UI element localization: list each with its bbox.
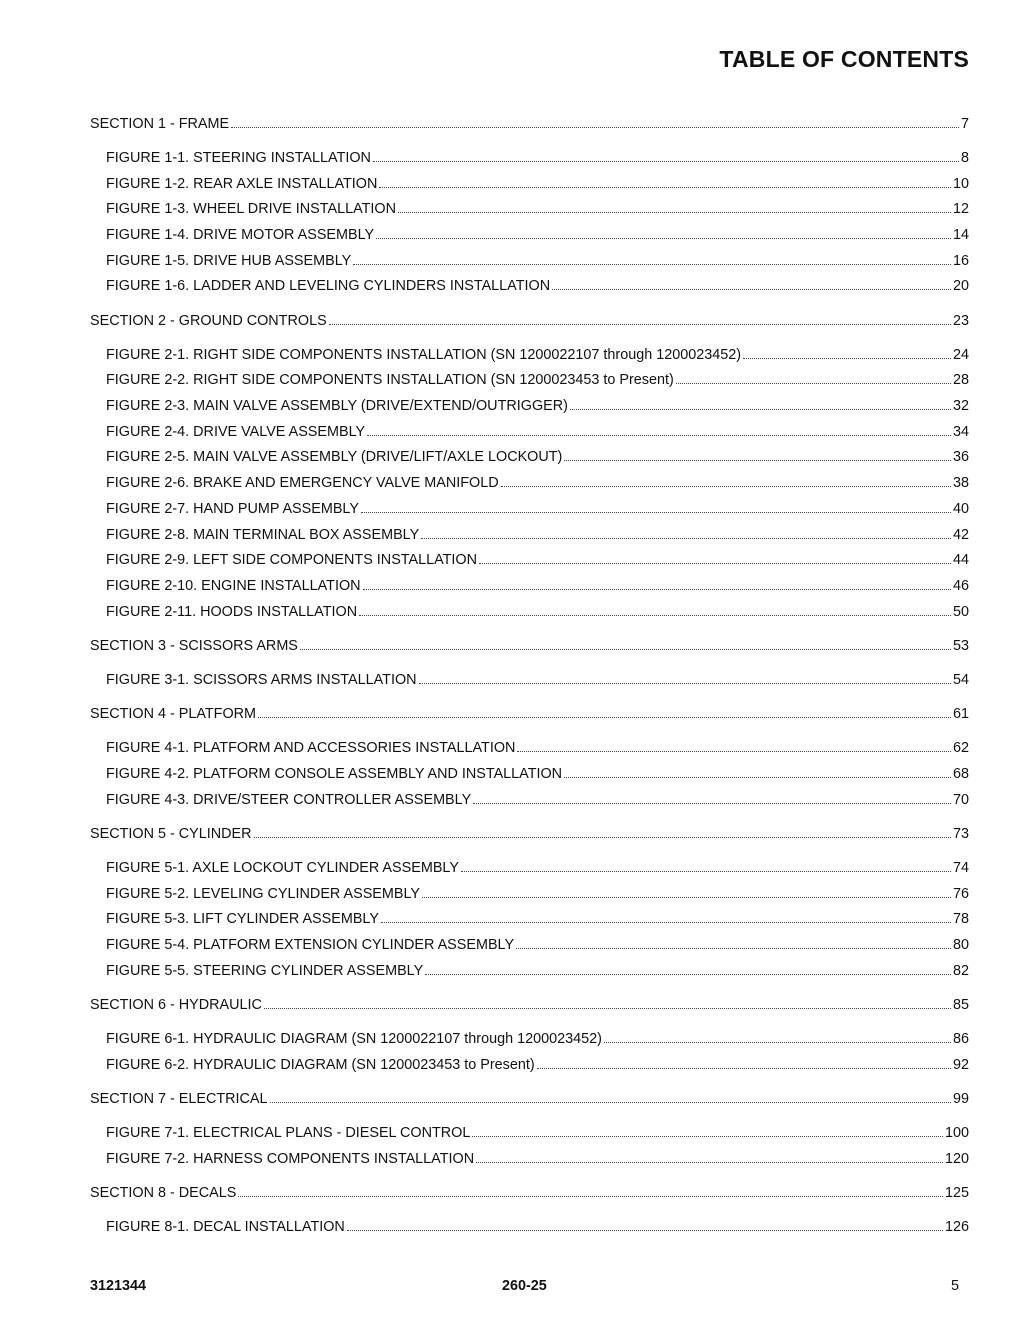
dot-leader: [564, 776, 951, 778]
toc-figure-entry[interactable]: [90, 269, 969, 295]
toc-entry-page: 40: [952, 500, 969, 517]
dot-leader: [461, 870, 951, 872]
toc-entry-label: FIGURE 1-3. WHEEL DRIVE INSTALLATION: [106, 201, 396, 218]
toc-entry-label: FIGURE 2-6. BRAKE AND EMERGENCY VALVE MANIFOLD: [106, 475, 499, 492]
toc-figure-entry[interactable]: [90, 543, 969, 569]
toc-entry-page: 34: [952, 423, 969, 440]
toc-section-entry[interactable]: [90, 987, 969, 1013]
toc-entry-label: SECTION 8 - DECALS: [90, 1185, 237, 1202]
toc-entry-label: FIGURE 1-5. DRIVE HUB ASSEMBLY: [106, 252, 352, 269]
toc-figure-entry[interactable]: [90, 1141, 969, 1167]
dot-leader: [373, 160, 959, 162]
toc-entry-page: 12: [952, 201, 969, 218]
toc-entry-page: 120: [944, 1150, 969, 1167]
toc-entry-page: 74: [952, 860, 969, 877]
dot-leader: [231, 126, 959, 128]
toc-figure-entry[interactable]: [90, 337, 969, 363]
toc-entry-label: FIGURE 1-4. DRIVE MOTOR ASSEMBLY: [106, 226, 375, 243]
toc-entry-page: 54: [952, 671, 969, 688]
dot-leader: [347, 1229, 943, 1231]
dot-leader: [300, 648, 951, 650]
toc-section-entry[interactable]: [90, 816, 969, 842]
toc-figure-entry[interactable]: [90, 782, 969, 808]
toc-entry-page: 76: [952, 885, 969, 902]
dot-leader: [473, 802, 951, 804]
dot-leader: [476, 1161, 943, 1163]
toc-entry-label: FIGURE 2-10. ENGINE INSTALLATION: [106, 577, 361, 594]
toc-entry-label: FIGURE 2-3. MAIN VALVE ASSEMBLY (DRIVE/EXTEND/OUTRIGGER): [106, 398, 568, 415]
toc-entry-page: 78: [952, 911, 969, 928]
toc-entry-label: SECTION 5 - CYLINDER: [90, 825, 252, 842]
dot-leader: [329, 323, 951, 325]
toc-entry-label: SECTION 1 - FRAME: [90, 115, 230, 132]
toc-figure-entry[interactable]: [90, 243, 969, 269]
toc-figure-entry[interactable]: [90, 902, 969, 928]
toc-figure-entry[interactable]: [90, 414, 969, 440]
toc-entry-page: 46: [952, 577, 969, 594]
toc-section-entry[interactable]: [90, 628, 969, 654]
toc-entry-label: FIGURE 8-1. DECAL INSTALLATION: [106, 1219, 345, 1236]
toc-entry-page: 68: [952, 766, 969, 782]
toc-figure-entry[interactable]: [90, 465, 969, 491]
toc-entry-page: 85: [952, 997, 969, 1013]
toc-entry-page: 20: [952, 278, 969, 295]
toc-entry-page: 125: [944, 1185, 969, 1202]
toc-entry-label: FIGURE 2-2. RIGHT SIDE COMPONENTS INSTALLATION (SN 1200023453 to Present): [106, 372, 674, 389]
toc-entry-label: FIGURE 1-2. REAR AXLE INSTALLATION: [106, 175, 378, 192]
toc-entry-label: FIGURE 1-1. STEERING INSTALLATION: [106, 149, 371, 166]
toc-entry-page: 73: [952, 825, 969, 842]
dot-leader: [238, 1195, 943, 1197]
document-number: 3121344: [90, 1278, 147, 1294]
toc-entry-page: 14: [952, 226, 969, 243]
toc-entry-label: FIGURE 2-5. MAIN VALVE ASSEMBLY (DRIVE/LIFT/AXLE LOCKOUT): [106, 449, 563, 466]
toc-entry-page: 36: [952, 449, 969, 466]
toc-entry-page: 38: [952, 475, 969, 492]
toc-figure-entry[interactable]: [90, 850, 969, 876]
toc-entry-label: FIGURE 7-2. HARNESS COMPONENTS INSTALLATION: [106, 1150, 475, 1167]
dot-leader: [398, 211, 951, 213]
toc-entry-label: SECTION 3 - SCISSORS ARMS: [90, 637, 298, 654]
dot-leader: [516, 947, 951, 949]
dot-leader: [676, 382, 951, 384]
toc-entry-page: 53: [952, 637, 969, 654]
toc-entry-page: 62: [952, 740, 969, 757]
dot-leader: [270, 1101, 951, 1103]
toc-entry-page: 23: [952, 312, 969, 329]
toc-entry-label: FIGURE 3-1. SCISSORS ARMS INSTALLATION: [106, 671, 417, 688]
dot-leader: [422, 896, 951, 898]
toc-entry-page: 70: [952, 791, 969, 808]
toc-figure-entry[interactable]: [90, 876, 969, 902]
page-footer: [90, 1278, 959, 1296]
dot-leader: [743, 357, 951, 359]
table-of-contents: [90, 106, 969, 1235]
dot-leader: [367, 434, 951, 436]
toc-entry-label: FIGURE 2-9. LEFT SIDE COMPONENTS INSTALLATION: [106, 552, 478, 569]
page-title: TABLE OF CONTENTS: [719, 46, 969, 72]
dot-leader: [425, 973, 951, 975]
dot-leader: [254, 836, 951, 838]
toc-figure-entry[interactable]: [90, 140, 969, 166]
toc-figure-entry[interactable]: [90, 1116, 969, 1142]
toc-entry-page: 92: [952, 1056, 969, 1073]
toc-figure-entry[interactable]: [90, 568, 969, 594]
toc-entry-label: FIGURE 5-4. PLATFORM EXTENSION CYLINDER ASSEMBLY: [106, 937, 515, 954]
toc-entry-page: 86: [952, 1031, 969, 1048]
toc-entry-label: FIGURE 2-11. HOODS INSTALLATION: [106, 603, 358, 620]
dot-leader: [353, 263, 951, 265]
toc-entry-page: 126: [944, 1219, 969, 1236]
toc-section-entry[interactable]: [90, 1175, 969, 1201]
toc-entry-label: FIGURE 1-6. LADDER AND LEVELING CYLINDERS INSTALLATION: [106, 278, 551, 295]
toc-entry-label: SECTION 2 - GROUND CONTROLS: [90, 312, 327, 329]
toc-entry-label: FIGURE 6-1. HYDRAULIC DIAGRAM (SN 1200022107 through 1200023452): [106, 1031, 602, 1048]
toc-entry-page: 16: [952, 252, 969, 269]
dot-leader: [361, 511, 951, 513]
toc-figure-entry[interactable]: [90, 217, 969, 243]
dot-leader: [564, 459, 951, 461]
toc-entry-label: FIGURE 4-2. PLATFORM CONSOLE ASSEMBLY AND INSTALLATION: [106, 766, 563, 782]
dot-leader: [419, 682, 951, 684]
toc-entry-label: FIGURE 6-2. HYDRAULIC DIAGRAM (SN 1200023453 to Present): [106, 1056, 535, 1073]
toc-entry-page: 8: [960, 149, 969, 166]
toc-figure-entry[interactable]: [90, 594, 969, 620]
toc-entry-label: SECTION 6 - HYDRAULIC: [90, 997, 262, 1013]
toc-figure-entry[interactable]: [90, 491, 969, 517]
dot-leader: [359, 614, 951, 616]
dot-leader: [421, 537, 951, 539]
toc-entry-label: FIGURE 4-3. DRIVE/STEER CONTROLLER ASSEMBLY: [106, 791, 472, 808]
toc-entry-label: FIGURE 2-7. HAND PUMP ASSEMBLY: [106, 500, 359, 517]
toc-entry-page: 32: [952, 398, 969, 415]
toc-entry-label: FIGURE 2-8. MAIN TERMINAL BOX ASSEMBLY: [106, 526, 420, 543]
toc-entry-page: 24: [952, 346, 969, 363]
dot-leader: [381, 921, 951, 923]
model-number: 260-25: [502, 1278, 547, 1294]
toc-figure-entry[interactable]: [90, 927, 969, 953]
toc-figure-entry[interactable]: [90, 1047, 969, 1073]
toc-entry-label: SECTION 7 - ELECTRICAL: [90, 1091, 268, 1108]
dot-leader: [472, 1135, 943, 1137]
toc-section-entry[interactable]: [90, 696, 969, 722]
toc-entry-label: FIGURE 5-1. AXLE LOCKOUT CYLINDER ASSEMBLY: [106, 860, 459, 877]
toc-figure-entry[interactable]: [90, 1210, 969, 1236]
toc-entry-page: 99: [952, 1091, 969, 1108]
toc-figure-entry[interactable]: [90, 388, 969, 414]
toc-figure-entry[interactable]: [90, 731, 969, 757]
toc-section-entry[interactable]: [90, 106, 969, 132]
toc-entry-page: 7: [960, 115, 969, 132]
toc-entry-page: 61: [952, 706, 969, 723]
toc-figure-entry[interactable]: [90, 440, 969, 466]
toc-entry-page: 100: [944, 1125, 969, 1142]
toc-entry-page: 44: [952, 552, 969, 569]
toc-figure-entry[interactable]: [90, 662, 969, 688]
toc-entry-page: 42: [952, 526, 969, 543]
dot-leader: [376, 237, 951, 239]
toc-figure-entry[interactable]: [90, 953, 969, 979]
toc-entry-label: FIGURE 7-1. ELECTRICAL PLANS - DIESEL CONTROL: [106, 1125, 471, 1142]
dot-leader: [258, 716, 951, 718]
toc-entry-label: FIGURE 5-5. STEERING CYLINDER ASSEMBLY: [106, 962, 424, 979]
toc-section-entry[interactable]: [90, 1081, 969, 1107]
toc-entry-label: FIGURE 5-3. LIFT CYLINDER ASSEMBLY: [106, 911, 379, 928]
toc-figure-entry[interactable]: [90, 756, 969, 782]
dot-leader: [570, 408, 951, 410]
toc-entry-label: FIGURE 2-4. DRIVE VALVE ASSEMBLY: [106, 423, 366, 440]
toc-entry-label: SECTION 4 - PLATFORM: [90, 706, 257, 723]
toc-entry-page: 80: [952, 937, 969, 954]
toc-entry-label: FIGURE 2-1. RIGHT SIDE COMPONENTS INSTALLATION (SN 1200022107 through 1200023452): [106, 346, 742, 363]
toc-figure-entry[interactable]: [90, 192, 969, 218]
toc-section-entry[interactable]: [90, 303, 969, 329]
toc-entry-page: 50: [952, 603, 969, 620]
page-number: 5: [950, 1278, 959, 1294]
dot-leader: [501, 485, 951, 487]
toc-entry-label: FIGURE 4-1. PLATFORM AND ACCESSORIES INSTALLATION: [106, 740, 516, 757]
dot-leader: [363, 588, 951, 590]
toc-entry-page: 82: [952, 962, 969, 979]
toc-figure-entry[interactable]: [90, 1022, 969, 1048]
dot-leader: [479, 562, 951, 564]
dot-leader: [264, 1007, 951, 1009]
toc-entry-page: 28: [952, 372, 969, 389]
toc-entry-label: FIGURE 5-2. LEVELING CYLINDER ASSEMBLY: [106, 885, 421, 902]
toc-figure-entry[interactable]: [90, 363, 969, 389]
dot-leader: [517, 750, 951, 752]
toc-figure-entry[interactable]: [90, 166, 969, 192]
dot-leader: [552, 288, 951, 290]
dot-leader: [537, 1067, 951, 1069]
dot-leader: [604, 1041, 951, 1043]
toc-entry-page: 10: [952, 175, 969, 192]
dot-leader: [379, 186, 951, 188]
toc-figure-entry[interactable]: [90, 517, 969, 543]
